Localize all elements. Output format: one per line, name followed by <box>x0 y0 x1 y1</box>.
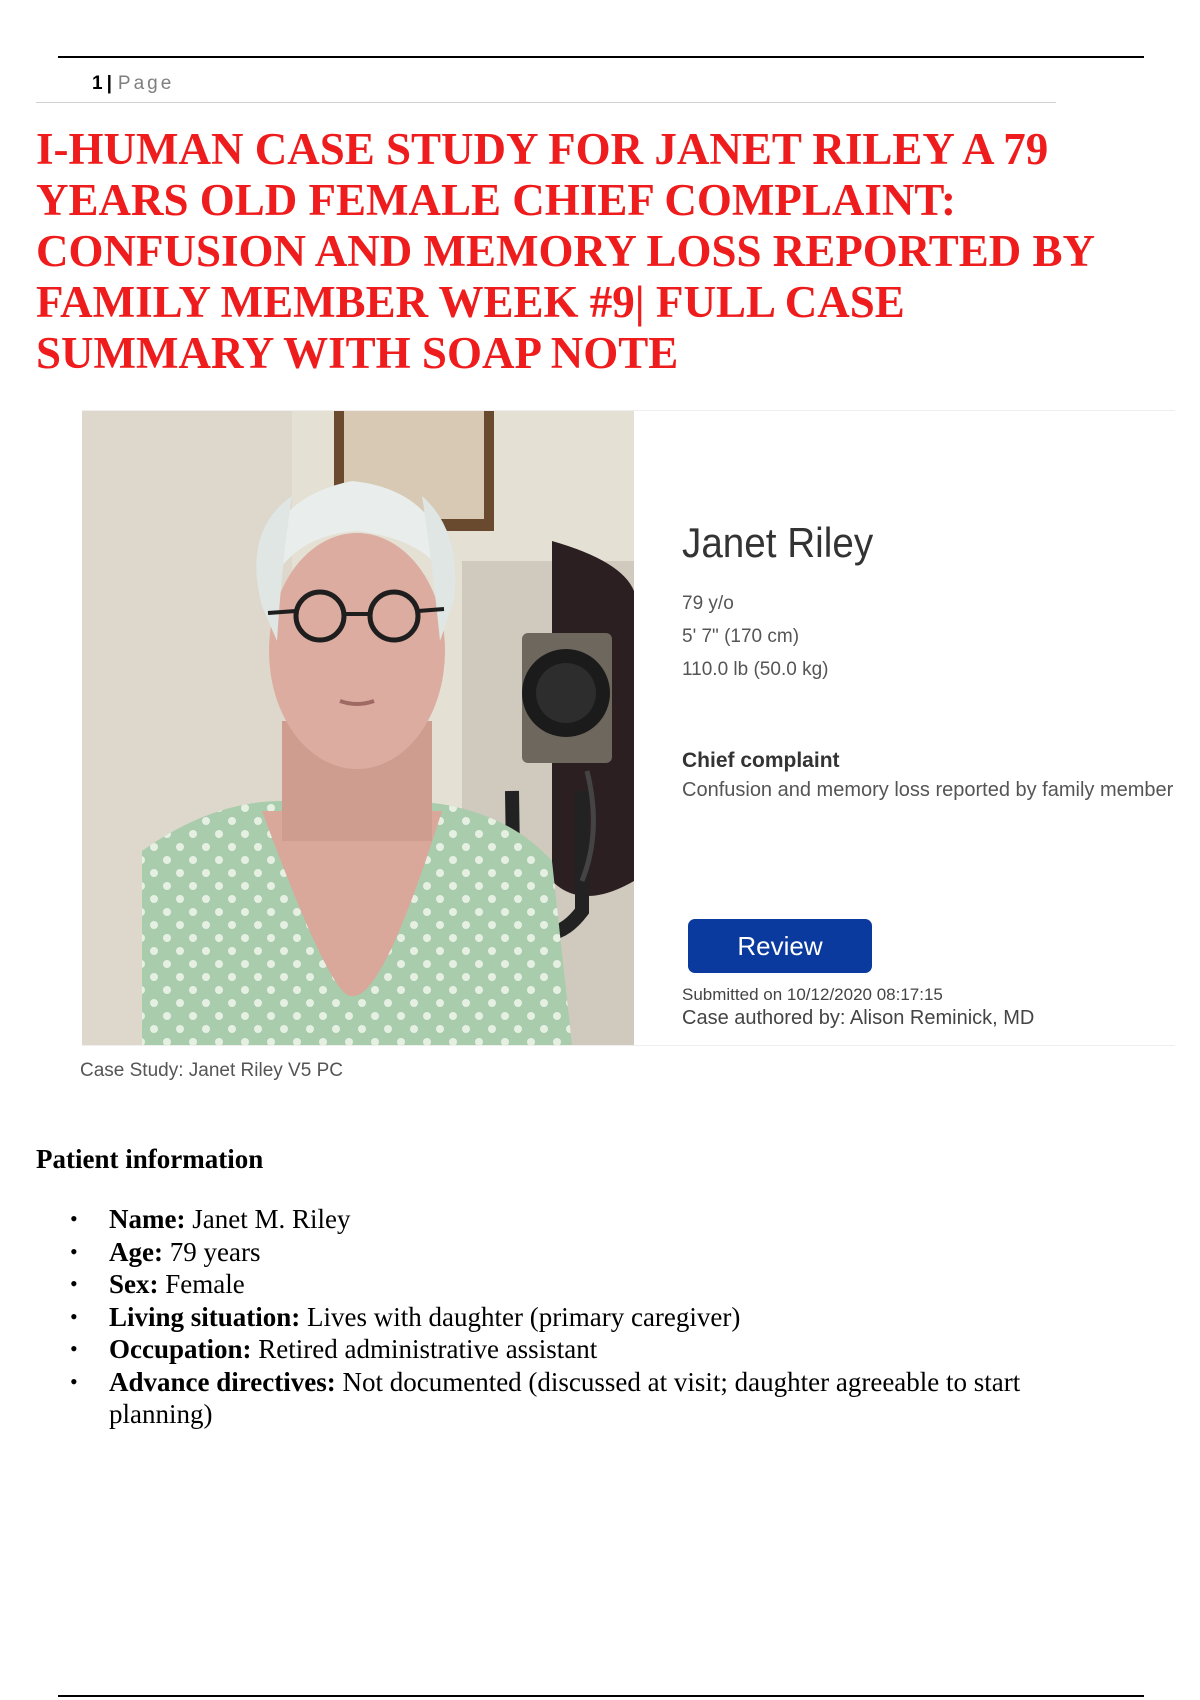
patient-height: 5' 7" (170 cm) <box>682 626 800 647</box>
top-rule <box>58 56 1144 58</box>
page-number: 1 | Page <box>92 73 175 94</box>
list-item: • Age: 79 years <box>70 1236 1050 1269</box>
case-author: Case authored by: Alison Reminick, MD <box>682 1007 1035 1029</box>
list-item: • Living situation: Lives with daughter (primary caregiver) <box>70 1301 1050 1334</box>
chief-complaint-label: Chief complaint <box>682 749 840 772</box>
header-rule <box>36 102 1056 103</box>
case-info-panel <box>682 411 1174 1045</box>
submitted-timestamp: Submitted on 10/12/2020 08:17:15 <box>682 985 943 1004</box>
patient-info-list <box>70 1203 1050 1431</box>
list-item: • Sex: Female <box>70 1268 1050 1301</box>
review-button[interactable]: Review <box>688 919 872 973</box>
list-item: • Name: Janet M. Riley <box>70 1203 1050 1236</box>
list-item: • Advance directives: Not documented (discussed at visit; daughter agreeable to start planning) <box>70 1366 1050 1431</box>
bottom-rule <box>58 1695 1144 1697</box>
document-title: I-HUMAN CASE STUDY FOR JANET RILEY A 79 YEARS OLD FEMALE CHIEF COMPLAINT: CONFUSION AND MEMORY LOSS REPORTED BY FAMILY MEMBER WEEK #9| FULL CASE SUMMARY WITH SOAP NOTE <box>36 124 1094 378</box>
patient-info-heading: Patient information <box>36 1144 264 1174</box>
case-card <box>82 410 1175 1046</box>
case-caption: Case Study: Janet Riley V5 PC <box>80 1060 343 1081</box>
patient-age: 79 y/o <box>682 593 734 614</box>
list-item: • Occupation: Retired administrative assistant <box>70 1333 1050 1366</box>
patient-photo <box>82 411 634 1045</box>
chief-complaint-text: Confusion and memory loss reported by family member <box>682 779 1174 801</box>
patient-weight: 110.0 lb (50.0 kg) <box>682 659 829 680</box>
patient-name: Janet Riley <box>682 519 874 566</box>
